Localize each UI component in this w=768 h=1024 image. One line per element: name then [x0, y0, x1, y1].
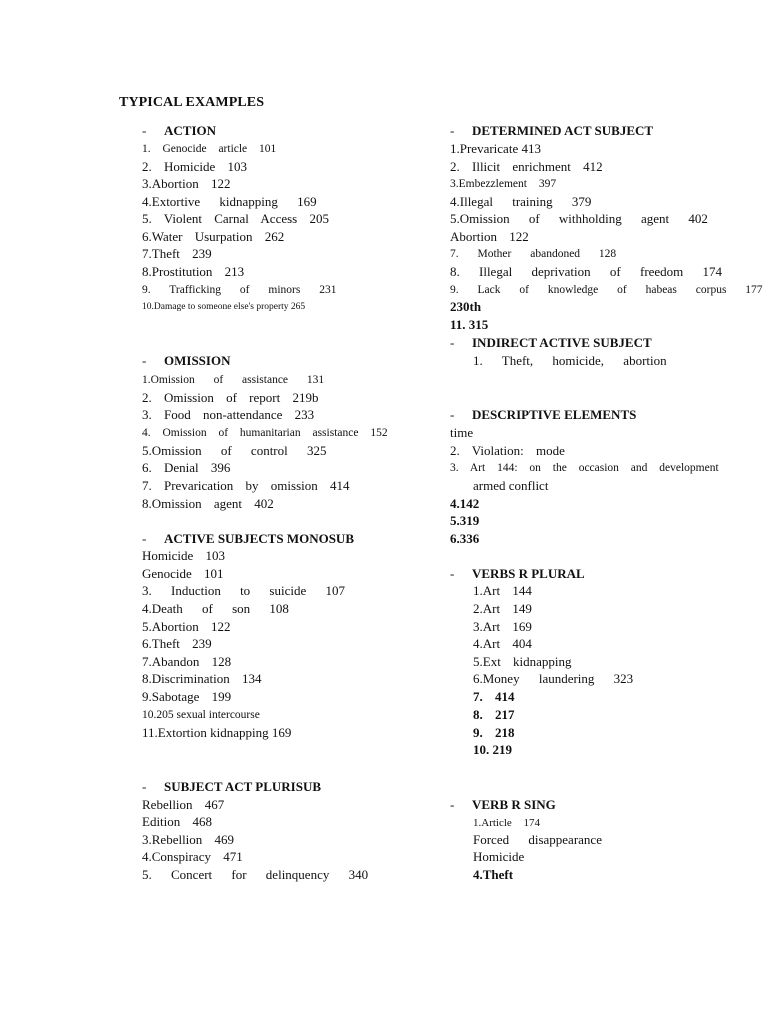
list-item: 1.Article 174	[473, 817, 541, 829]
list-item: 6.Theft 239	[142, 636, 212, 651]
list-item: Homicide 103	[142, 548, 226, 563]
list-item: 5.Abortion 122	[142, 619, 231, 634]
list-item: Edition 468	[142, 814, 213, 829]
list-item: 8. Illegal deprivation of freedom 174	[450, 264, 723, 279]
list-item: 4.Theft	[473, 867, 514, 882]
list-item: 1.Prevaricate 413	[450, 141, 541, 156]
section-heading-plurisub	[142, 779, 321, 795]
dash: -	[450, 335, 455, 350]
section-heading-indirect	[450, 335, 652, 351]
list-item: 7. Mother abandoned 128	[450, 248, 617, 260]
list-item: 5. Concert for delinquency 340	[142, 867, 369, 882]
list-item: 4.Illegal training 379	[450, 194, 592, 209]
list-item: 11.Extortion kidnapping 169	[142, 725, 292, 740]
dash: -	[450, 797, 455, 812]
list-item: 1. Genocide article 101	[142, 143, 277, 155]
heading-label: DESCRIPTIVE ELEMENTS	[472, 407, 637, 422]
list-item: armed conflict	[473, 478, 549, 493]
list-item: 5.Ext kidnapping	[473, 654, 572, 669]
heading-label: ACTIVE SUBJECTS MONOSUB	[164, 531, 354, 546]
list-item: 230th	[450, 299, 482, 314]
heading-label: OMISSION	[164, 353, 231, 368]
heading-label: ACTION	[164, 123, 217, 138]
list-item: 5. Violent Carnal Access 205	[142, 211, 329, 226]
list-item: 7.Theft 239	[142, 246, 212, 261]
section-heading-omission	[142, 353, 230, 369]
list-item: 3. Induction to suicide 107	[142, 583, 346, 598]
page-title: TYPICAL EXAMPLES	[119, 95, 265, 110]
list-item: 2. Violation: mode	[450, 443, 565, 458]
section-heading-action	[142, 123, 216, 139]
list-item: 10.Damage to someone else's property 265	[142, 302, 306, 312]
list-item: 7. 414	[473, 689, 515, 704]
section-heading-verbs-plural	[450, 566, 585, 582]
list-item: 9.Sabotage 199	[142, 689, 232, 704]
list-item: 11. 315	[450, 317, 489, 332]
list-item: Abortion 122	[450, 229, 529, 244]
list-item: 2. Illicit enrichment 412	[450, 159, 603, 174]
list-item: 2.Art 149	[473, 601, 532, 616]
dash: -	[450, 407, 455, 422]
list-item: 3. Art 144: on the occasion and development	[450, 462, 719, 474]
list-item: 10. 219	[473, 742, 512, 757]
dash: -	[142, 779, 147, 794]
list-item: 9. Lack of knowledge of habeas corpus 177	[450, 284, 763, 296]
list-item: 6.Water Usurpation 262	[142, 229, 285, 244]
dash: -	[450, 566, 455, 581]
list-item: Homicide	[473, 849, 525, 864]
list-item: 5.319	[450, 513, 480, 528]
list-item: 7. Prevarication by omission 414	[142, 478, 350, 493]
section-heading-determined	[450, 123, 653, 139]
list-item: 4.142	[450, 496, 480, 511]
list-item: 6. Denial 396	[142, 460, 231, 475]
list-item: Rebellion 467	[142, 797, 225, 812]
list-item: 3. Food non-attendance 233	[142, 407, 315, 422]
heading-label: VERB R SING	[472, 797, 556, 812]
list-item: 5.Omission of withholding agent 402	[450, 211, 708, 226]
list-item: 4.Art 404	[473, 636, 532, 651]
dash: -	[142, 531, 147, 546]
list-item: 3.Embezzlement 397	[450, 178, 557, 190]
dash: -	[450, 123, 455, 138]
list-item: 6.336	[450, 531, 480, 546]
section-heading-active-monosub	[142, 531, 354, 547]
list-item: 6.Money laundering 323	[473, 671, 634, 686]
section-heading-descriptive	[450, 407, 636, 423]
list-item: 5.Omission of control 325	[142, 443, 327, 458]
list-item: 8. 217	[473, 707, 515, 722]
section-heading-verb-sing	[450, 797, 556, 813]
list-item: 3.Art 169	[473, 619, 532, 634]
dash: -	[142, 123, 147, 138]
list-item: Genocide 101	[142, 566, 224, 581]
list-item: 8.Omission agent 402	[142, 496, 274, 511]
list-item: 4.Conspiracy 471	[142, 849, 243, 864]
list-item: 9. Trafficking of minors 231	[142, 284, 337, 296]
list-item: Forced disappearance	[473, 832, 602, 847]
list-item: 8.Prostitution 213	[142, 264, 245, 279]
list-item: 2. Omission of report 219b	[142, 390, 319, 405]
list-item: time	[450, 425, 474, 440]
heading-label: DETERMINED ACT SUBJECT	[472, 123, 654, 138]
list-item: 2. Homicide 103	[142, 159, 248, 174]
list-item: 1.Omission of assistance 131	[142, 374, 325, 386]
heading-label: INDIRECT ACTIVE SUBJECT	[472, 335, 652, 350]
list-item: 3.Rebellion 469	[142, 832, 235, 847]
heading-label: SUBJECT ACT PLURISUB	[164, 779, 322, 794]
heading-label: VERBS R PLURAL	[472, 566, 585, 581]
list-item: 1.Art 144	[473, 583, 532, 598]
list-item: 4.Death of son 108	[142, 601, 289, 616]
dash: -	[142, 353, 147, 368]
list-item: 1. Theft, homicide, abortion	[473, 353, 667, 368]
list-item: 9. 218	[473, 725, 515, 740]
list-item: 3.Abortion 122	[142, 176, 231, 191]
list-item: 10.205 sexual intercourse	[142, 709, 260, 721]
list-item: 4. Omission of humanitarian assistance 152	[142, 427, 388, 439]
list-item: 4.Extortive kidnapping 169	[142, 194, 317, 209]
list-item: 7.Abandon 128	[142, 654, 232, 669]
list-item: 8.Discrimination 134	[142, 671, 262, 686]
